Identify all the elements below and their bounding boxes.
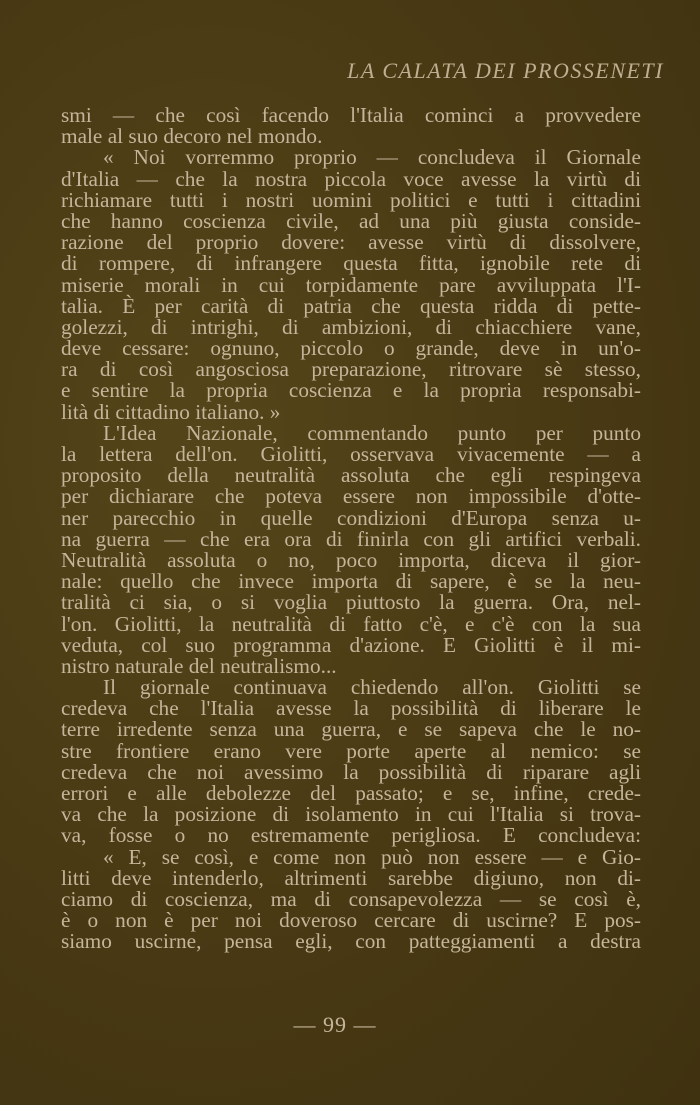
text-line: siamo uscirne, pensa egli, con patteggiamenti a destra xyxy=(61,929,641,954)
text-line: va che la posizione di isolamento in cui l'Italia si trova- xyxy=(61,802,641,827)
text-line: stre frontiere erano vere porte aperte al nemico: se xyxy=(61,738,641,763)
text-line: smi — che così facendo l'Italia cominci a provvedere xyxy=(61,103,641,127)
running-head: LA CALATA DEI PROSSENETI xyxy=(347,58,664,83)
text-line: errori e alle debolezze del passato; e se, infine, crede- xyxy=(61,781,641,805)
text-line: male al suo decoro nel mondo. xyxy=(61,124,323,149)
text-line: va, fosse o no estremamente perigliosa. E concludeva: xyxy=(61,823,641,848)
text-line: nale: quello che invece importa di sapere, è se la neu- xyxy=(61,569,641,594)
text-line: ner parecchio in quelle condizioni d'Europa senza u- xyxy=(61,505,641,530)
text-line: nistro naturale del neutralismo... xyxy=(61,653,337,678)
text-line: richiamare tutti i nostri uomini politici e tutti i cittadini xyxy=(61,187,641,212)
text-line: credeva che noi avessimo la possibilità di riparare agli xyxy=(61,759,641,784)
text-line: d'Italia — che la nostra piccola voce avesse la virtù di xyxy=(61,166,641,191)
text-line: tralità ci sia, o si voglia piuttosto la guerra. Ora, nel- xyxy=(61,590,641,615)
text-line: credeva che l'Italia avesse la possibilità di liberare le xyxy=(61,696,641,721)
text-line: talia. È per carità di patria che questa ridda di pette- xyxy=(61,293,641,318)
text-line: che hanno coscienza civile, ad una più giusta conside- xyxy=(61,208,641,233)
text-line: razione del proprio dovere: avesse virtù di dissolvere, xyxy=(61,230,641,255)
text-line: e sentire la propria coscienza e la propria responsabi- xyxy=(61,378,641,403)
text-line: litti deve intenderlo, altrimenti sarebbe digiuno, non di- xyxy=(61,865,641,890)
text-line: na guerra — che era ora di finirla con gli artifici verbali. xyxy=(61,526,641,551)
text-line: Il giornale continuava chiedendo all'on. Giolitti se xyxy=(103,675,641,700)
text-line: veduta, col suo programma d'azione. E Giolitti è il mi- xyxy=(61,632,641,657)
text-line: L'Idea Nazionale, commentando punto per punto xyxy=(103,420,641,445)
text-line: la lettera dell'on. Giolitti, osservava vivacemente — a xyxy=(61,442,641,466)
text-line: l'on. Giolitti, la neutralità di fatto c'è, e c'è con la sua xyxy=(61,611,641,636)
text-line: ra di così angosciosa preparazione, ritrovare sè stesso, xyxy=(61,357,641,382)
text-line: è o non è per noi doveroso cercare di uscirne? E pos- xyxy=(61,908,641,933)
page-number: — 99 — xyxy=(293,1012,377,1037)
text-line: proposito della neutralità assoluta che egli respingeva xyxy=(61,463,641,488)
text-line: miserie morali in cui torpidamente pare avviluppata l'I- xyxy=(61,272,641,297)
body-text xyxy=(61,105,641,953)
text-line: golezzi, di intrighi, di ambizioni, di chiacchiere vane, xyxy=(61,314,641,339)
text-line: per dichiarare che poteva essere non impossibile d'otte- xyxy=(61,484,641,509)
text-line: deve cessare: ognuno, piccolo o grande, deve in un'o- xyxy=(61,336,641,361)
text-line: « Noi vorremmo proprio — concludeva il Giornale xyxy=(103,145,641,170)
text-line: lità di cittadino italiano. » xyxy=(61,399,281,424)
text-line: di rompere, di infrangere questa fitta, ignobile rete di xyxy=(61,251,641,276)
text-line: « E, se così, e come non può non essere — e Gio- xyxy=(103,844,641,869)
text-line: Neutralità assoluta o no, poco importa, diceva il gior- xyxy=(61,547,641,572)
text-line: ciamo di coscienza, ma di consapevolezza — se così è, xyxy=(61,886,641,911)
text-line: terre irredente senza una guerra, e se sapeva che le no- xyxy=(61,717,641,742)
